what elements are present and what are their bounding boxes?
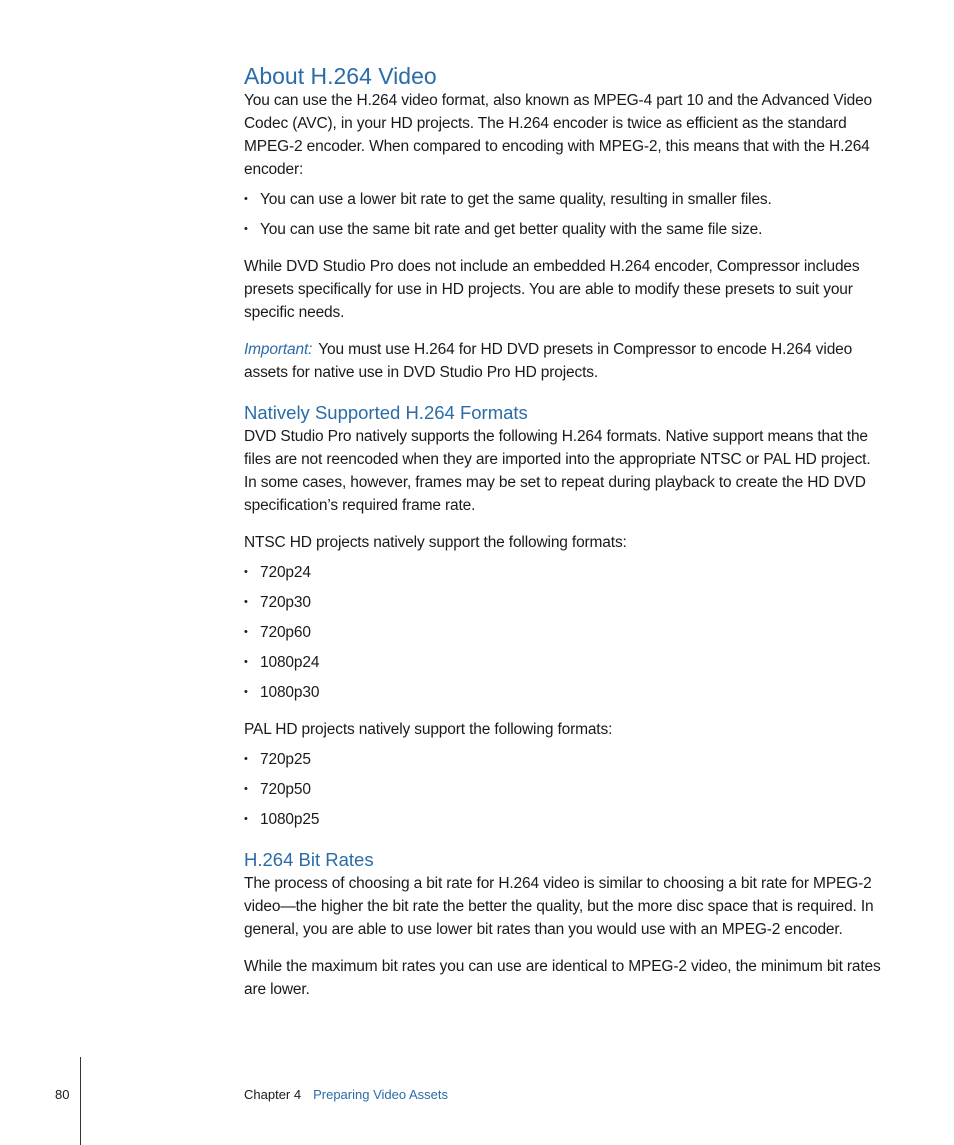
ntsc-format-list bbox=[244, 561, 884, 704]
list-item: • 720p24 bbox=[244, 561, 884, 584]
list-item: • 720p60 bbox=[244, 621, 884, 644]
paragraph: NTSC HD projects natively support the following formats: bbox=[244, 534, 627, 551]
list-item: • 1080p24 bbox=[244, 651, 884, 674]
footer-chapter bbox=[244, 1087, 448, 1102]
chapter-title: Preparing Video Assets bbox=[313, 1087, 448, 1102]
important-label: Important: bbox=[244, 341, 313, 358]
bullet-icon: • bbox=[244, 596, 248, 608]
chapter-label: Chapter 4 bbox=[244, 1087, 302, 1102]
bullet-icon: • bbox=[244, 626, 248, 638]
list-item: • You can use the same bit rate and get better quality with the same file size. bbox=[244, 218, 884, 241]
bullet-icon: • bbox=[244, 813, 248, 825]
bullet-icon: • bbox=[244, 686, 248, 698]
page-number: 80 bbox=[55, 1087, 70, 1102]
list-item: • 720p25 bbox=[244, 748, 884, 771]
footer-divider bbox=[80, 1057, 81, 1145]
list-item: • You can use a lower bit rate to get the same quality, resulting in smaller files. bbox=[244, 188, 884, 211]
paragraph: You can use the H.264 video format, also known as MPEG-4 part 10 and the Advanced Video Codec (AVC), in your HD projects. The H.264 encoder is twice as efficient as the standard MPEG-2 encoder. When compared to encoding with MPEG-2, this means that with the H.264 encoder: bbox=[244, 92, 873, 178]
list-item: • 1080p25 bbox=[244, 808, 884, 831]
bullet-icon: • bbox=[244, 193, 248, 205]
bullet-icon: • bbox=[244, 223, 248, 235]
bullet-icon: • bbox=[244, 753, 248, 765]
paragraph: While the maximum bit rates you can use are identical to MPEG-2 video, the minimum bit rates are lower. bbox=[244, 958, 881, 998]
bullet-icon: • bbox=[244, 656, 248, 668]
paragraph: While DVD Studio Pro does not include an embedded H.264 encoder, Compressor includes presets specifically for use in HD projects. You are able to modify these presets to suit your specific needs. bbox=[244, 258, 860, 321]
paragraph: PAL HD projects natively support the following formats: bbox=[244, 721, 613, 738]
paragraph: The process of choosing a bit rate for H.264 video is similar to choosing a bit rate for MPEG-2 video—the higher the bit rate the better the quality, but the more disc space that is required. In general, you are able to use lower bit rates than you would use with an MPEG-2 encoder. bbox=[244, 875, 874, 938]
paragraph: DVD Studio Pro natively supports the following H.264 formats. Native support means that the files are not reencoded when they are imported into the appropriate NTSC or PAL HD project. In some cases, however, frames may be set to repeat during playback to create the HD DVD specification’s required frame rate. bbox=[244, 428, 871, 514]
list-item: • 720p50 bbox=[244, 778, 884, 801]
pal-format-list bbox=[244, 748, 884, 831]
bullet-icon: • bbox=[244, 783, 248, 795]
list-item: • 1080p30 bbox=[244, 681, 884, 704]
important-note bbox=[244, 338, 884, 384]
section-heading-bit-rates: H.264 Bit Rates bbox=[244, 849, 374, 870]
bullet-icon: • bbox=[244, 566, 248, 578]
section-heading-natively-supported: Natively Supported H.264 Formats bbox=[244, 402, 528, 423]
bullet-list bbox=[244, 188, 884, 241]
document-body bbox=[244, 62, 884, 1001]
section-heading-about-h264: About H.264 Video bbox=[244, 63, 437, 89]
list-item: • 720p30 bbox=[244, 591, 884, 614]
important-text: You must use H.264 for HD DVD presets in Compressor to encode H.264 video assets for native use in DVD Studio Pro HD projects. bbox=[244, 341, 853, 381]
